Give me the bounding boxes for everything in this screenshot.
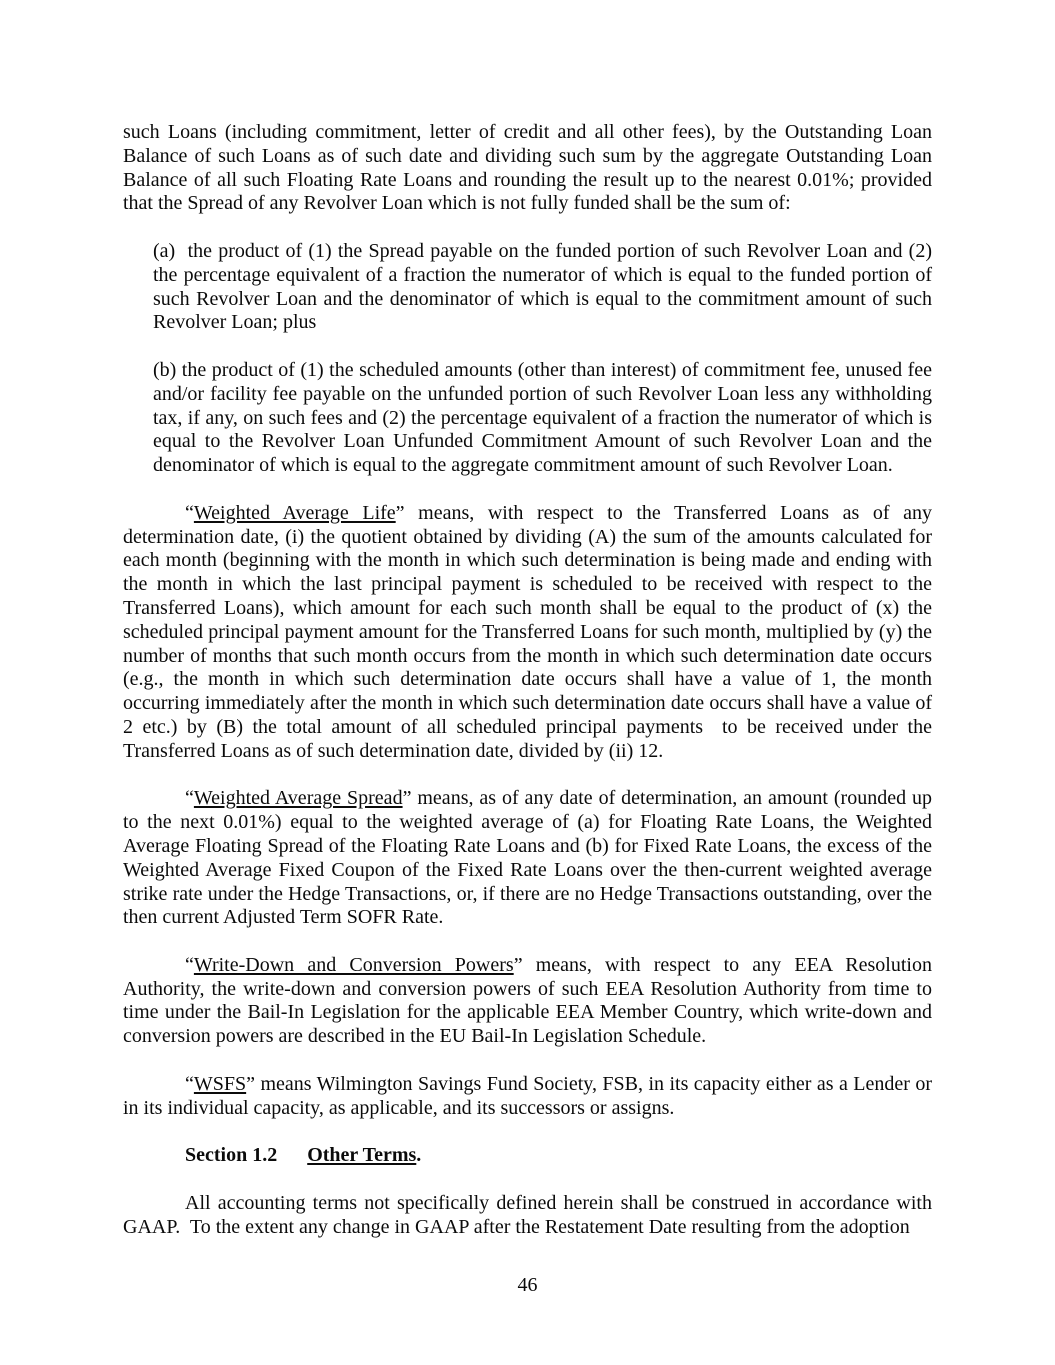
open-quote: “ <box>185 787 194 810</box>
definition-write-down-and-conversion-powers <box>123 954 932 1049</box>
defined-term-wsfs: WSFS <box>193 1072 247 1095</box>
definition-text: ” means, with respect to the Transferred Loans as of any determination date, (i) the quotient obtained by dividing (A) the sum of the amounts calculated for each month (beginning with the month in which such determination is being made and ending with the month in which the last principal payment is scheduled to be received with respect to the Transferred Loans), which amount for each such month shall be equal to the product of (x) the scheduled principal payment amount for the Transferred Loans for such month, multiplied by (y) the number of months that such month occurs from the month in which such determination date occurs (e.g., the month in which such determination date occurs shall have a value of 1, the month occurring immediately after the month in which such determination date occurs shall have a value of 2 etc.) by (B) the total amount of all scheduled principal payments to be received under the Transferred Loans as of such determination date, divided by (ii) 12. <box>123 501 932 762</box>
clause-a: (a) the product of (1) the Spread payable on the funded portion of such Revolver Loan and (2) the percentage equivalent of a fraction the numerator of which is equal to the funded portion of such Revolver Loan and the denominator of which is equal to the commitment amount of such Revolver Loan; plus <box>153 239 932 334</box>
clause-b: (b) the product of (1) the scheduled amounts (other than interest) of commitment fee, unused fee and/or facility fee payable on the unfunded portion of such Revolver Loan less any withholding tax, if any, on such fees and (2) the percentage equivalent of a fraction the numerator of which is equal to the Revolver Loan Unfunded Commitment Amount of such Revolver Loan and the denominator of which is equal to the aggregate commitment amount of such Revolver Loan. <box>153 358 932 477</box>
open-quote: “ <box>185 501 194 524</box>
defined-term-weighted-average-life: Weighted Average Life <box>193 501 396 524</box>
definition-weighted-average-spread <box>123 787 932 930</box>
definition-text: ” means, with respect to any EEA Resolution Authority, the write-down and conversion powers of such EEA Resolution Authority from time to time under the Bail-In Legislation for the applicable EEA Member Country, which write-down and conversion powers are described in the EU Bail-In Legislation Schedule. <box>123 953 932 1048</box>
page-body <box>123 121 932 1263</box>
section-number: Section 1.2 <box>185 1144 278 1167</box>
defined-term-write-down-and-conversion-powers: Write-Down and Conversion Powers <box>193 953 514 976</box>
definition-text: ” means Wilmington Savings Fund Society, FSB, in its capacity either as a Lender or in its individual capacity, as applicable, and its successors or assigns. <box>123 1072 932 1119</box>
section-heading <box>123 1144 932 1168</box>
section-title: Other Terms <box>307 1144 417 1167</box>
definition-text: ” means, as of any date of determination, an amount (rounded up to the next 0.01%) equal to the weighted average of (a) for Floating Rate Loans, the Weighted Average Floating Spread of the Floating Rate Loans and (b) for Fixed Rate Loans, the excess of the Weighted Average Fixed Coupon of the Fixed Rate Loans over the then-current weighted average strike rate under the Hedge Transactions, or, if there are no Hedge Transactions outstanding, over the then current Adjusted Term SOFR Rate. <box>123 787 933 929</box>
definition-wsfs <box>123 1073 932 1121</box>
paragraph-accounting-terms: All accounting terms not specifically defined herein shall be construed in accordance with GAAP. To the extent any change in GAAP after the Restatement Date resulting from the adoption <box>123 1191 932 1238</box>
paragraph-intro: such Loans (including commitment, letter of credit and all other fees), by the Outstanding Loan Balance of such Loans as of such date and dividing such sum by the aggregate Outstanding Loan Balance of all such Floating Rate Loans and rounding the result up to the nearest 0.01%; provided that the Spread of any Revolver Loan which is not fully funded shall be the sum of: <box>123 121 932 215</box>
open-quote: “ <box>185 953 194 976</box>
definition-weighted-average-life <box>123 502 932 764</box>
defined-term-weighted-average-spread: Weighted Average Spread <box>193 787 403 810</box>
section-period: . <box>416 1144 422 1167</box>
open-quote: “ <box>185 1072 194 1095</box>
page-number: 46 <box>517 1274 538 1296</box>
